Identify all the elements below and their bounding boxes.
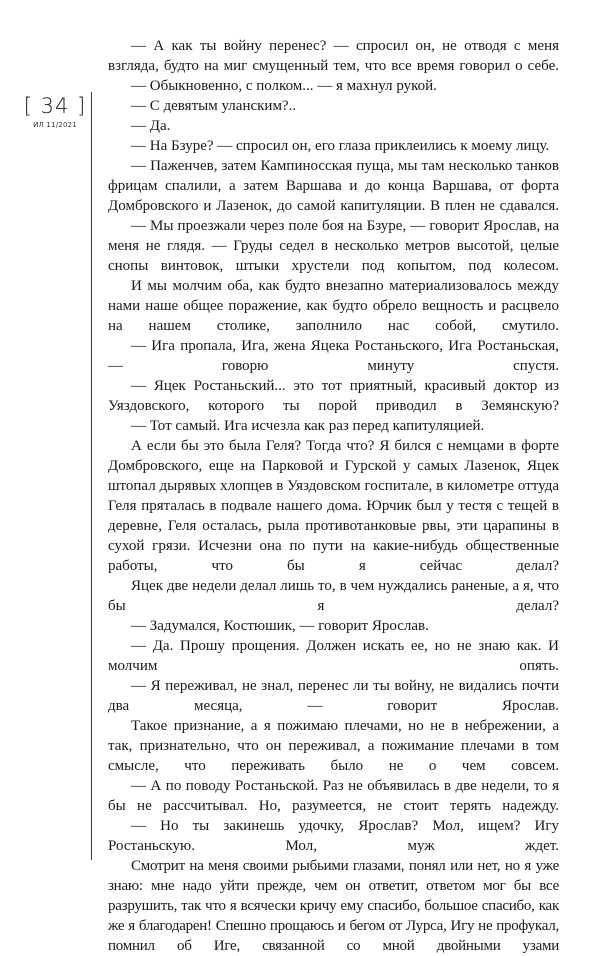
paragraph: — Да. Прошу прощения. Должен искать ее, но не знаю как. И молчим опять. xyxy=(108,638,559,674)
paragraph: Смотрит на меня своими рыбьими глазами, понял или нет, но я уже знаю: мне надо уйти прежде, чем он ответит, ответом мог бы все разрушить, так что я всячески кричу ему спасибо, большое спасибо, как же я благодарен! Спешно прощаюсь и бегом от Лурса, Игу не профукал, помнил об Иге, связанной со мной двойными узами xyxy=(108,858,559,954)
journal-issue-label: ИЛ 11/2021 xyxy=(33,121,77,129)
paragraph: — А по поводу Ростаньской. Раз не объявилась в две недели, то я бы не рассчитывал. Но, разумеется, не стоит терять надежду. xyxy=(108,778,559,814)
paragraph: Яцек две недели делал лишь то, в чем нуждались раненые, а я, что бы я делал? xyxy=(108,578,559,614)
paragraph: — Тот самый. Ига исчезла как раз перед капитуляцией. xyxy=(131,418,485,434)
paragraph: — На Бзуре? — спросил он, его глаза приклеились к моему лицу. xyxy=(131,138,550,154)
paragraph: — Я переживал, не знал, перенес ли ты войну, не видались почти два месяца, — говорит Ярослав. xyxy=(108,678,559,714)
paragraph: Такое признание, а я пожимаю плечами, но не в небрежении, а так, признательно, что он переживал, а пожимание плечами в том смысле, что переживать было не о чем совсем. xyxy=(108,718,559,774)
paragraph: — Паженчев, затем Кампиносская пуща, мы там несколько танков фрицам спалили, а затем Варшава и до конца Варшава, от форта Домбровского и Лазенок, до самой капитуляции. В плен не сдавался. xyxy=(108,158,559,214)
paragraph: И мы молчим оба, как будто внезапно материализовалось между нами наше общее поражение, как будто обрело вещность и расцвело на нашем столике, заполнило нас собой, смутило. xyxy=(108,278,559,334)
paragraph: — Обыкновенно, с полком... — я махнул рукой. xyxy=(131,78,437,94)
paragraph: — Но ты закинешь удочку, Ярослав? Мол, ищем? Игу Ростаньскую. Мол, муж ждет. xyxy=(108,818,559,854)
paragraph: — С девятым уланским?.. xyxy=(131,98,297,114)
margin-rule xyxy=(91,92,92,860)
page-number: [ 34 ] xyxy=(23,94,87,118)
paragraph: — Яцек Ростаньский... это тот приятный, красивый доктор из Уяздовского, которого ты порой приводил в Земянскую? xyxy=(108,378,559,414)
paragraph: — Да. xyxy=(131,118,171,134)
paragraph: — Задумался, Костюшик, — говорит Ярослав. xyxy=(131,618,429,634)
page-folio xyxy=(14,94,96,130)
paragraph: — Ига пропала, Ига, жена Яцека Ростаньского, Ига Ростаньская, — говорю минуту спустя. xyxy=(108,338,559,374)
article-body xyxy=(108,36,559,956)
paragraph: А если бы это была Геля? Тогда что? Я бился с немцами в форте Домбровского, еще на Парковой и Гурской у самых Лазенок, Яцек штопал дырявых хлопцев в Уяздовском госпитале, в километре оттуда Геля пряталась в подвале нашего дома. Юрчик был у тестя с тещей в деревне, Геля осталась, рыла противотанковые рвы, эти царапины в сухой грязи. Исчезни она по пути на какие-нибудь общественные работы, что бы я сейчас делал? xyxy=(108,438,559,574)
paragraph: — А как ты войну перенес? — спросил он, не отводя с меня взгляда, будто на миг смущенный тем, что все время говорил о себе. xyxy=(108,38,559,74)
paragraph: — Мы проезжали через поле боя на Бзуре, — говорит Ярослав, на меня не глядя. — Груды седел в несколько метров высотой, целые снопы винтовок, штыки хрустели под копытом, под колесом. xyxy=(108,218,559,274)
